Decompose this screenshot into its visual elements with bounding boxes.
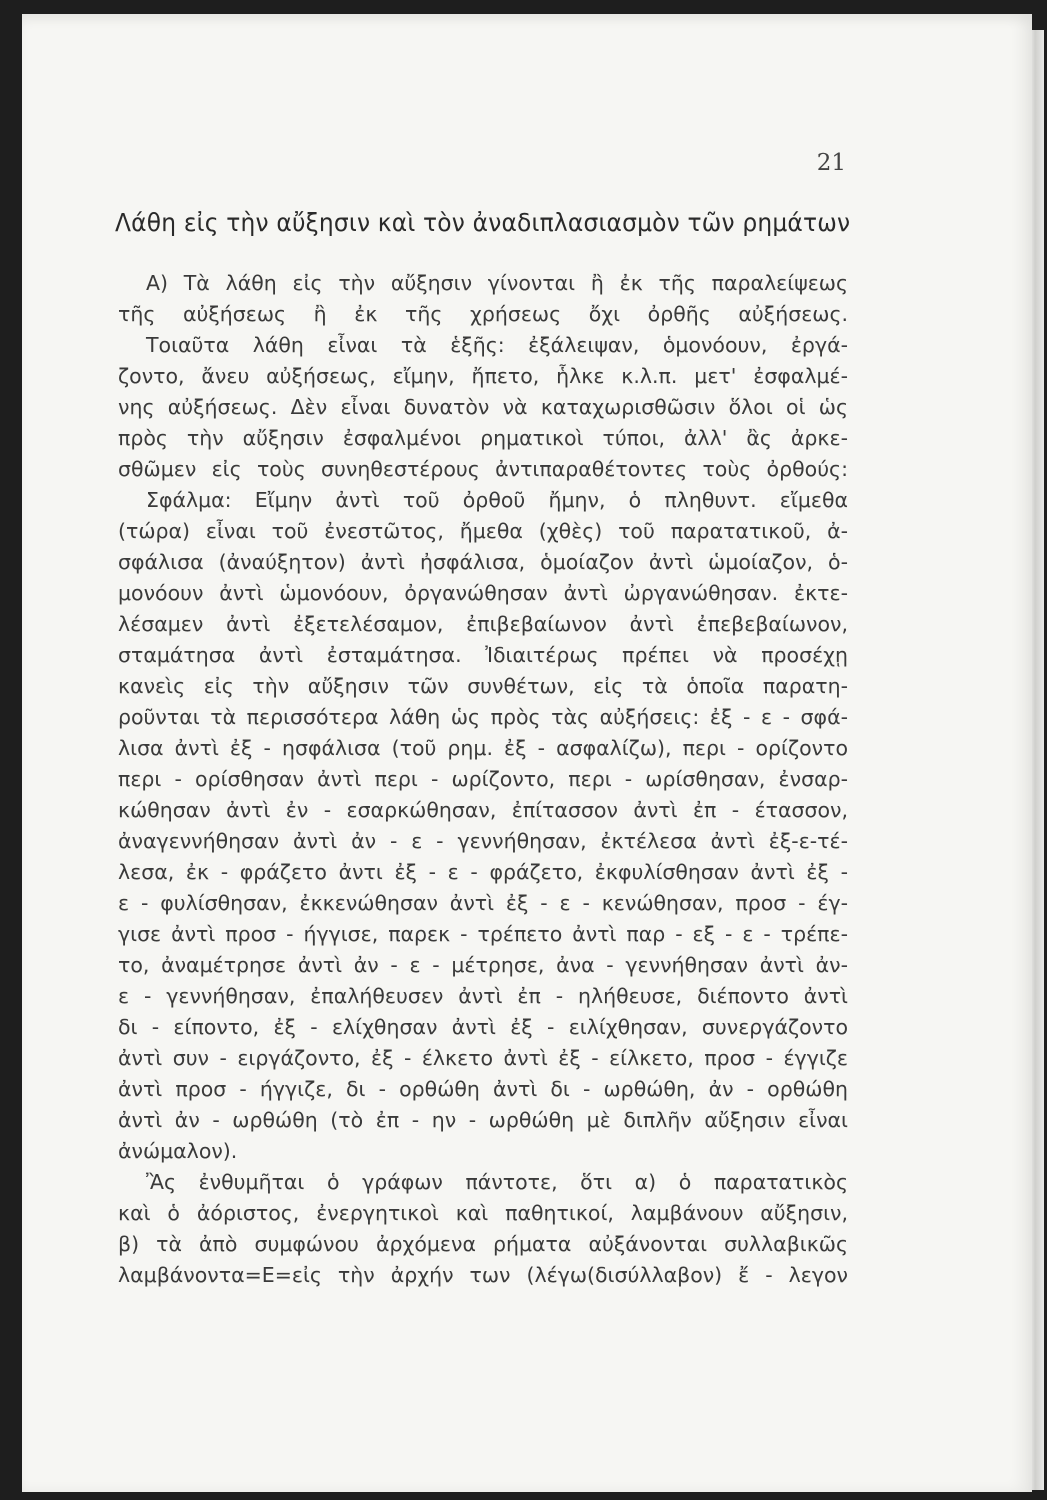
text-line: λεσα, ἐκ - φράζετο ἀντι ἐξ - ε - φράζετο, ἐκφυλίσθησαν ἀντὶ ἐξ -	[118, 860, 848, 884]
text-line: κώθησαν ἀντὶ ἐν - εσαρκώθησαν, ἐπίτασσον ἀντὶ ἐπ - έτασσον,	[118, 798, 848, 822]
text-line: σφάλισα (ἀναύξητον) ἀντὶ ἠσφάλισα, ὁμοίαζον ἀντὶ ὡμοίαζον, ὁ-	[118, 550, 848, 574]
text-line: ε - φυλίσθησαν, ἐκκενώθησαν ἀντὶ ἐξ - ε - κενώθησαν, προσ - έγ-	[118, 891, 848, 915]
text-line: μονόουν ἀντὶ ὡμονόουν, ὀργανώθησαν ἀντὶ ὠργανώθησαν. ἐκτε-	[118, 581, 848, 605]
text-line: ἀντὶ προσ - ήγγιζε, δι - ορθώθη ἀντὶ δι - ωρθώθη, ἀν - ορθώθη	[118, 1077, 848, 1101]
text-line: καὶ ὁ ἀόριστος, ἐνεργητικοὶ καὶ παθητικοί, λαμβάνουν αὔξησιν,	[118, 1201, 848, 1225]
text-line: νης αὐξήσεως. Δὲν εἶναι δυνατὸν νὰ καταχωρισθῶσιν ὅλοι οἱ ὡς	[118, 395, 848, 419]
text-line: Α) Τὰ λάθη εἰς τὴν αὔξησιν γίνονται ἢ ἐκ τῆς παραλείψεως	[146, 271, 848, 295]
text-line: λέσαμεν ἀντὶ ἐξετελέσαμον, ἐπιβεβαίωνον ἀντὶ ἐπεβεβαίωνον,	[118, 612, 848, 636]
text-line: το, ἀναμέτρησε ἀντὶ ἀν - ε - μέτρησε, ἀνα - γεννήθησαν ἀντὶ ἀν-	[118, 953, 848, 977]
text-line: ἀντὶ ἀν - ωρθώθη (τὸ ἐπ - ην - ωρθώθη μὲ διπλῆν αὔξησιν εἶναι	[118, 1108, 848, 1132]
page-number: 21	[816, 150, 846, 176]
text-line: ἀναγεννήθησαν ἀντὶ ἀν - ε - γεννήθησαν, ἐκτέλεσα ἀντὶ ἐξ-ε-τέ-	[118, 829, 848, 853]
text-line: κανεὶς εἰς τὴν αὔξησιν τῶν συνθέτων, εἰς τὰ ὁποῖα παρατη-	[118, 674, 848, 698]
text-line: λαμβάνοντα=Ε=εἰς τὴν ἀρχήν των (λέγω(δισύλλαβον) ἔ - λεγον	[118, 1263, 848, 1287]
text-line: περι - ορίσθησαν ἀντὶ περι - ωρίζοντο, περι - ωρίσθησαν, ἐνσαρ-	[118, 767, 848, 791]
text-line: ἀνώμαλον).	[118, 1139, 238, 1163]
text-line: ροῦνται τὰ περισσότερα λάθη ὡς πρὸς τὰς αὐξήσεις: ἐξ - ε - σφά-	[118, 705, 848, 729]
text-line: ε - γεννήθησαν, ἐπαλήθευσεν ἀντὶ ἐπ - ηλήθευσε, διέποντο ἀντὶ	[118, 984, 848, 1008]
text-line: Τοιαῦτα λάθη εἶναι τὰ ἑξῆς: ἐξάλειψαν, ὁμονόουν, ἐργά-	[146, 333, 848, 357]
text-line: λισα ἀντὶ ἐξ - ησφάλισα (τοῦ ρημ. ἐξ - ασφαλίζω), περι - ορίζοντο	[118, 736, 848, 760]
text-line: σταμάτησα ἀντὶ ἐσταμάτησα. Ἰδιαιτέρως πρέπει νὰ προσέχῃ	[118, 643, 848, 667]
chapter-heading: Λάθη εἰς τὴν αὔξησιν καὶ τὸν ἀναδιπλασιασμὸν τῶν ρημάτων	[115, 208, 851, 237]
text-line: τῆς αὐξήσεως ἢ ἐκ τῆς χρήσεως ὄχι ὀρθῆς αὐξήσεως.	[118, 302, 848, 326]
text-line: Ἂς ἐνθυμῆται ὁ γράφων πάντοτε, ὅτι α) ὁ παρατατικὸς	[146, 1170, 848, 1194]
body-text	[118, 268, 848, 1291]
text-line: δι - είποντο, ἐξ - ελίχθησαν ἀντὶ ἐξ - ειλίχθησαν, συνεργάζοντο	[118, 1015, 848, 1039]
text-line: (τώρα) εἶναι τοῦ ἐνεστῶτος, ἤμεθα (χθὲς) τοῦ παρατατικοῦ, ἀ-	[118, 519, 848, 543]
text-line: Σφάλμα: Εἴμην ἀντὶ τοῦ ὀρθοῦ ἤμην, ὁ πληθυντ. εἴμεθα	[146, 488, 848, 512]
text-line: β) τὰ ἀπὸ συμφώνου ἀρχόμενα ρήματα αὐξάνονται συλλαβικῶς	[118, 1232, 848, 1256]
text-line: ἀντὶ συν - ειργάζοντο, ἐξ - έλκετο ἀντὶ ἐξ - είλκετο, προσ - έγγιζε	[118, 1046, 848, 1070]
text-line: σθῶμεν εἰς τοὺς συνηθεστέρους ἀντιπαραθέτοντες τοὺς ὀρθούς:	[118, 457, 848, 481]
text-line: γισε ἀντὶ προσ - ήγγισε, παρεκ - τρέπετο ἀντὶ παρ - εξ - ε - τρέπε-	[118, 922, 848, 946]
text-line: πρὸς τὴν αὔξησιν ἐσφαλμένοι ρηματικοὶ τύποι, ἀλλ' ἂς ἀρκε-	[118, 426, 848, 450]
text-line: ζοντο, ἄνευ αὐξήσεως, εἴμην, ἤπετο, ἧλκε κ.λ.π. μετ' ἐσφαλμέ-	[118, 364, 848, 388]
